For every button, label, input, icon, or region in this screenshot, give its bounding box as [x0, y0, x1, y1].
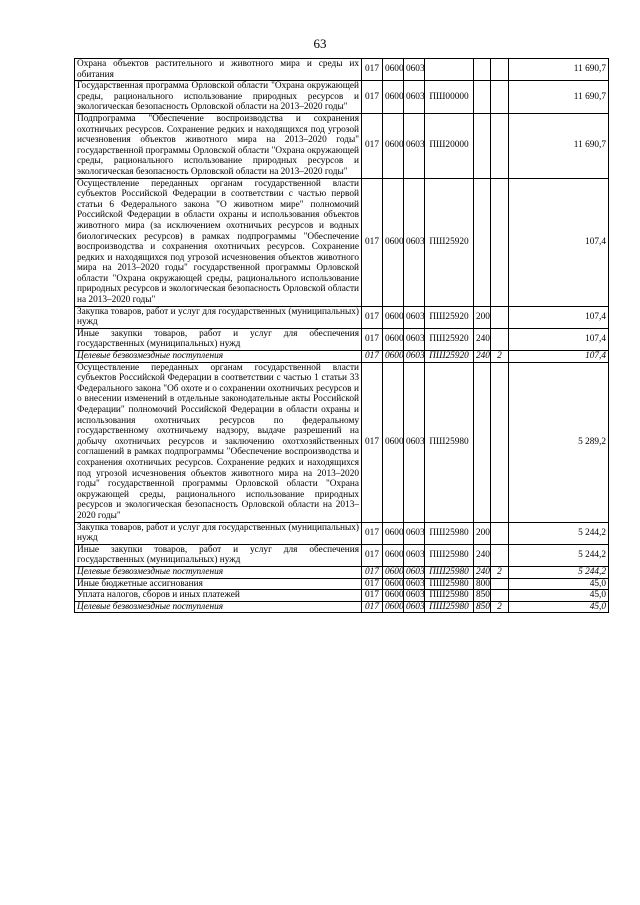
row-description: Целевые безвозмездные поступления: [75, 566, 362, 578]
row-source-code: [491, 362, 509, 522]
row-source-code: [491, 544, 509, 566]
row-expense-type: [474, 113, 491, 178]
row-amount: 11 690,7: [509, 113, 609, 178]
row-expense-type: 240: [474, 351, 491, 363]
row-target-article: ПШ25980: [425, 590, 474, 602]
row-target-article: ПШ25980: [425, 362, 474, 522]
row-source-code: [491, 328, 509, 350]
row-grbs-code: 017: [362, 113, 383, 178]
row-target-article: ПШ25980: [425, 566, 474, 578]
table-row: [75, 81, 609, 114]
row-target-article: ПШ20000: [425, 113, 474, 178]
row-source-code: 2: [491, 601, 509, 613]
row-subsection-code: 0603: [404, 566, 425, 578]
row-source-code: [491, 590, 509, 602]
row-amount: 11 690,7: [509, 81, 609, 114]
row-subsection-code: 0603: [404, 590, 425, 602]
row-grbs-code: 017: [362, 328, 383, 350]
row-expense-type: [474, 362, 491, 522]
row-section-code: 0600: [383, 328, 404, 350]
row-subsection-code: 0603: [404, 81, 425, 114]
row-expense-type: 240: [474, 328, 491, 350]
row-expense-type: [474, 59, 491, 81]
row-description: Закупка товаров, работ и услуг для государственных (муниципальных) нужд: [75, 522, 362, 544]
row-grbs-code: 017: [362, 306, 383, 328]
row-source-code: [491, 522, 509, 544]
row-source-code: 2: [491, 566, 509, 578]
row-target-article: ПШ25980: [425, 522, 474, 544]
row-grbs-code: 017: [362, 590, 383, 602]
row-amount: 45,0: [509, 578, 609, 590]
row-section-code: 0600: [383, 113, 404, 178]
row-source-code: [491, 81, 509, 114]
row-target-article: ПШ25980: [425, 544, 474, 566]
table-row: [75, 590, 609, 602]
row-description: Целевые безвозмездные поступления: [75, 351, 362, 363]
row-description: Уплата налогов, сборов и иных платежей: [75, 590, 362, 602]
row-source-code: [491, 59, 509, 81]
row-target-article: ПШ25920: [425, 328, 474, 350]
row-section-code: 0600: [383, 81, 404, 114]
row-subsection-code: 0603: [404, 328, 425, 350]
row-section-code: 0600: [383, 566, 404, 578]
row-expense-type: [474, 178, 491, 306]
row-target-article: ПШ25980: [425, 601, 474, 613]
row-description: Иные бюджетные ассигнования: [75, 578, 362, 590]
row-subsection-code: 0603: [404, 601, 425, 613]
table-row: [75, 351, 609, 363]
row-source-code: [491, 113, 509, 178]
row-subsection-code: 0603: [404, 544, 425, 566]
row-source-code: 2: [491, 351, 509, 363]
row-amount: 107,4: [509, 178, 609, 306]
table-row: [75, 306, 609, 328]
row-amount: 11 690,7: [509, 59, 609, 81]
budget-table-body: [75, 59, 609, 613]
row-target-article: [425, 59, 474, 81]
row-target-article: ПШ25920: [425, 178, 474, 306]
row-description: Осуществление переданных органам государственной власти субъектов Российской Федерации в соответствии с частью первой статьи 6 Федерального закона "О животном мире" полномочий Российской Федерации в области охраны и использования объектов животного мира (за исключением охотничьих ресурсов и водных биологических ресурсов) в рамках подпрограммы "Обеспечение воспроизводства и сохранения охотничьих ресурсов. Сохранение редких и находящихся под угрозой исчезновения объектов животного мира на 2013–2020 годы" государственной программы Орловской области "Охрана окружающей среды, рационального использование природных ресурсов и экологическая безопасность Орловской области на 2013–2020 годы": [75, 178, 362, 306]
row-grbs-code: 017: [362, 81, 383, 114]
row-expense-type: 850: [474, 601, 491, 613]
row-amount: 5 289,2: [509, 362, 609, 522]
row-amount: 107,4: [509, 328, 609, 350]
table-row: [75, 601, 609, 613]
row-grbs-code: 017: [362, 178, 383, 306]
row-section-code: 0600: [383, 578, 404, 590]
row-amount: 5 244,2: [509, 544, 609, 566]
row-subsection-code: 0603: [404, 113, 425, 178]
row-subsection-code: 0603: [404, 362, 425, 522]
row-description: Иные закупки товаров, работ и услуг для обеспечения государственных (муниципальных) нужд: [75, 328, 362, 350]
row-section-code: 0600: [383, 59, 404, 81]
row-grbs-code: 017: [362, 544, 383, 566]
row-description: Охрана объектов растительного и животного мира и среды их обитания: [75, 59, 362, 81]
row-description: Государственная программа Орловской области "Охрана окружающей среды, рационального использование природных ресурсов и экологическая безопасность Орловской области на 2013–2020 годы": [75, 81, 362, 114]
row-subsection-code: 0603: [404, 578, 425, 590]
row-grbs-code: 017: [362, 351, 383, 363]
row-description: Иные закупки товаров, работ и услуг для обеспечения государственных (муниципальных) нужд: [75, 544, 362, 566]
row-expense-type: [474, 81, 491, 114]
table-row: [75, 328, 609, 350]
row-source-code: [491, 578, 509, 590]
page-number: 63: [313, 36, 327, 51]
row-grbs-code: 017: [362, 578, 383, 590]
row-grbs-code: 017: [362, 601, 383, 613]
row-grbs-code: 017: [362, 362, 383, 522]
row-expense-type: 240: [474, 566, 491, 578]
row-expense-type: 200: [474, 522, 491, 544]
row-subsection-code: 0603: [404, 522, 425, 544]
row-subsection-code: 0603: [404, 59, 425, 81]
table-row: [75, 544, 609, 566]
row-description: Целевые безвозмездные поступления: [75, 601, 362, 613]
table-row: [75, 566, 609, 578]
row-section-code: 0600: [383, 178, 404, 306]
row-description: Закупка товаров, работ и услуг для государственных (муниципальных) нужд: [75, 306, 362, 328]
row-grbs-code: 017: [362, 522, 383, 544]
row-section-code: 0600: [383, 601, 404, 613]
row-grbs-code: 017: [362, 59, 383, 81]
row-subsection-code: 0603: [404, 306, 425, 328]
budget-table: [74, 58, 609, 613]
row-grbs-code: 017: [362, 566, 383, 578]
row-amount: 5 244,2: [509, 522, 609, 544]
row-section-code: 0600: [383, 522, 404, 544]
row-amount: 107,4: [509, 351, 609, 363]
row-section-code: 0600: [383, 590, 404, 602]
row-expense-type: 200: [474, 306, 491, 328]
table-row: [75, 59, 609, 81]
row-description: Осуществление переданных органам государственной власти субъектов Российской Федерации в соответствии с частью 1 статьи 33 Федерального закона "Об охоте и о сохранении охотничьих ресурсов и о внесении изменений в отдельные законодательные акты Российской Федерации" полномочий Российской Федерации в области охраны и использования охотничьих ресурсов по федеральному государственному охотничьему надзору, выдаче разрешений на добычу охотничьих ресурсов и заключению охотхозяйственных соглашений в рамках подпрограммы "Обеспечение воспроизводства и сохранения охотничьих ресурсов. Сохранение редких и находящихся под угрозой исчезновения объектов животного мира на 2013–2020 годы" государственной программы Орловской области "Охрана окружающей среды, рационального использование природных ресурсов и экологическая безопасность Орловской области на 2013–2020 годы": [75, 362, 362, 522]
table-row: [75, 522, 609, 544]
row-target-article: ПШ25920: [425, 306, 474, 328]
table-row: [75, 362, 609, 522]
row-target-article: ПШ00000: [425, 81, 474, 114]
row-section-code: 0600: [383, 544, 404, 566]
row-expense-type: 850: [474, 590, 491, 602]
row-target-article: ПШ25980: [425, 578, 474, 590]
row-section-code: 0600: [383, 351, 404, 363]
row-source-code: [491, 306, 509, 328]
row-source-code: [491, 178, 509, 306]
table-row: [75, 113, 609, 178]
row-section-code: 0600: [383, 362, 404, 522]
row-amount: 107,4: [509, 306, 609, 328]
table-row: [75, 178, 609, 306]
row-section-code: 0600: [383, 306, 404, 328]
row-description: Подпрограмма "Обеспечение воспроизводства и сохранения охотничьих ресурсов. Сохранение редких и находящихся под угрозой исчезновения объектов животного мира на 2013–2020 годы" государственной программы Орловской области "Охрана окружающей среды, рационального использование природных ресурсов и экологическая безопасность Орловской области на 2013–2020 годы": [75, 113, 362, 178]
table-row: [75, 578, 609, 590]
row-subsection-code: 0603: [404, 178, 425, 306]
row-expense-type: 240: [474, 544, 491, 566]
row-subsection-code: 0603: [404, 351, 425, 363]
row-amount: 5 244,2: [509, 566, 609, 578]
row-amount: 45,0: [509, 590, 609, 602]
row-target-article: ПШ25920: [425, 351, 474, 363]
row-amount: 45,0: [509, 601, 609, 613]
row-expense-type: 800: [474, 578, 491, 590]
